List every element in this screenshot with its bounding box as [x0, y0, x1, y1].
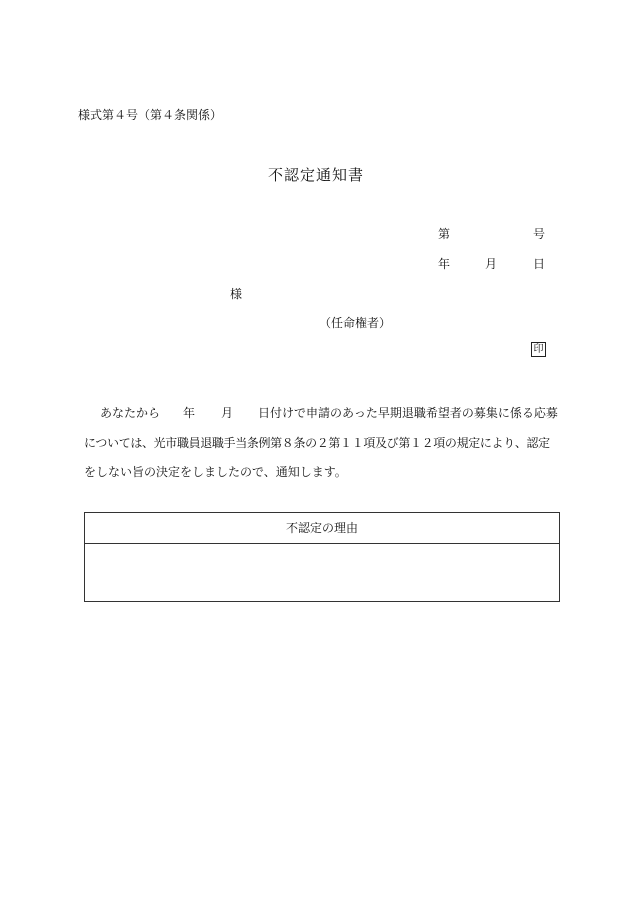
body-line-1d: 日付けで申請のあった早期退職希望者の募集に係る応募 [258, 406, 558, 420]
date-day: 日 [533, 257, 546, 271]
reason-table [84, 512, 560, 602]
body-line-3: をしない旨の決定をしましたので、通知します。 [84, 465, 347, 479]
date-year: 年 [438, 257, 451, 271]
date-month: 月 [485, 257, 498, 271]
body-line-2: については、光市職員退職手当条例第８条の２第１１項及び第１２項の規定により、認定 [84, 436, 550, 450]
reason-table-header: 不認定の理由 [85, 513, 559, 544]
body-line-1b: 年 [183, 406, 196, 420]
seal-icon: 印 [531, 342, 546, 357]
body-line-1c: 月 [221, 406, 234, 420]
document-title: 不認定通知書 [268, 166, 365, 184]
form-number-label: 様式第４号（第４条関係） [78, 108, 223, 122]
reason-table-content [85, 544, 559, 601]
addressee-honorific: 様 [230, 287, 243, 301]
number-prefix: 第 [438, 227, 451, 241]
appointer-label: （任命権者） [319, 316, 392, 330]
body-line-1a: あなたから [100, 406, 161, 420]
number-suffix: 号 [533, 227, 546, 241]
